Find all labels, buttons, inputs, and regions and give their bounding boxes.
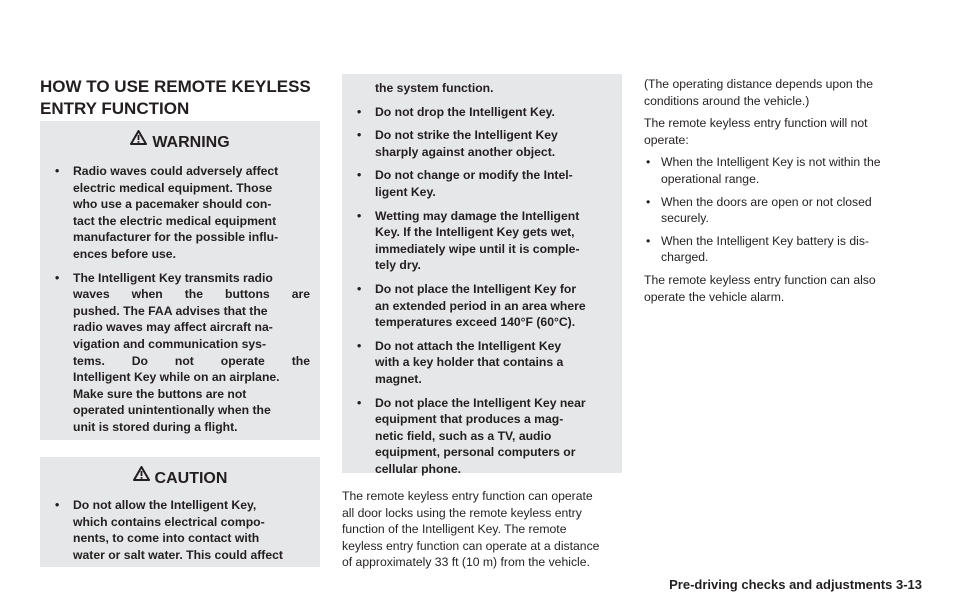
caution-item	[342, 395, 622, 478]
caution-item	[342, 281, 622, 331]
text-line: Do not change or modify the Intel-	[375, 168, 573, 183]
bullet: •	[357, 104, 362, 119]
condition-list	[644, 154, 924, 266]
text-line: keyless entry function can operate at a distance	[342, 538, 600, 553]
text-line: tems. Do not operate the	[73, 353, 310, 368]
text-line: of approximately 33 ft (10 m) from the vehicle.	[342, 555, 590, 570]
text-line: cellular phone.	[375, 461, 462, 476]
text-line: ligent Key.	[375, 184, 436, 199]
bullet: •	[357, 281, 362, 296]
paragraph	[644, 272, 924, 305]
text-line: an extended period in an area where	[375, 298, 586, 313]
text-line: pushed. The FAA advises that the	[73, 303, 268, 318]
text-line: unit is stored during a flight.	[73, 419, 238, 434]
caution-list	[40, 497, 320, 563]
text-line: temperatures exceed 140°F (60°C).	[375, 315, 576, 330]
text-line: Do not attach the Intelligent Key	[375, 338, 562, 353]
text-line: The Intelligent Key transmits radio	[73, 270, 273, 285]
bullet: •	[55, 498, 60, 512]
text-line: electric medical equipment. Those	[73, 180, 273, 195]
text-line: manufacturer for the possible influ-	[73, 230, 279, 245]
warning-label: WARNING	[152, 134, 230, 151]
text-line: securely.	[661, 211, 709, 226]
text-line: magnet.	[375, 371, 422, 386]
text-line: immediately wipe until it is comple-	[375, 241, 580, 256]
text-line: sharply against another object.	[375, 144, 556, 159]
text-line: When the Intelligent Key is not within the	[661, 155, 881, 170]
bullet: •	[357, 208, 362, 223]
text-line: with a key holder that contains a	[375, 355, 564, 370]
text-line: operate:	[644, 132, 689, 147]
list-item	[644, 233, 924, 266]
warning-title	[40, 131, 320, 155]
text-line: Do not allow the Intelligent Key,	[73, 498, 257, 512]
text-line: equipment, personal computers or	[375, 445, 576, 460]
warning-item	[40, 270, 320, 436]
text-line: Do not place the Intelligent Key for	[375, 281, 577, 296]
text-line: nents, to come into contact with	[73, 531, 260, 546]
caution-continued-box	[342, 74, 622, 476]
caution-item	[342, 338, 622, 388]
text-line: Do not strike the Intelligent Key	[375, 128, 558, 143]
section-heading	[40, 76, 330, 120]
text-line: which contains electrical compo-	[73, 514, 265, 529]
caution-label: CAUTION	[154, 470, 228, 487]
text-line: function of the Intelligent Key. The remote	[342, 522, 567, 537]
caution-continued-list	[342, 104, 622, 478]
caution-item	[342, 208, 622, 274]
heading-line: HOW TO USE REMOTE KEYLESS	[40, 77, 311, 96]
text-line: ences before use.	[73, 246, 176, 261]
text-line: waves when the buttons are	[73, 287, 310, 302]
warning-triangle-icon	[130, 129, 147, 153]
text-line: radio waves may affect aircraft na-	[73, 320, 273, 335]
paragraph	[644, 76, 924, 109]
text-line: Intelligent Key while on an airplane.	[73, 370, 280, 385]
column-three	[644, 76, 924, 311]
list-item	[644, 154, 924, 187]
text-line: water or salt water. This could affect	[73, 547, 283, 562]
warning-box	[40, 121, 320, 440]
text-line: netic field, such as a TV, audio	[375, 428, 552, 443]
text-line: The remote keyless entry function will not	[644, 116, 868, 131]
text-line: vigation and communication sys-	[73, 336, 267, 351]
bullet: •	[55, 164, 60, 178]
text-line: Do not place the Intelligent Key near	[375, 395, 586, 410]
text-line: When the Intelligent Key battery is dis-	[661, 233, 869, 248]
text-line: who use a pacemaker should con-	[73, 197, 272, 212]
text-line: operate the vehicle alarm.	[644, 289, 785, 304]
text-line: tact the electric medical equipment	[73, 213, 277, 228]
warning-triangle-icon	[133, 465, 150, 489]
bullet: •	[357, 168, 362, 183]
text-line: operational range.	[661, 171, 760, 186]
paragraph	[644, 115, 924, 148]
caution-continued-line: the system function.	[375, 81, 494, 95]
caution-box	[40, 457, 320, 567]
caution-item	[342, 104, 622, 121]
caution-title	[40, 467, 320, 491]
text-line: conditions around the vehicle.)	[644, 93, 810, 108]
warning-item	[40, 163, 320, 263]
warning-list	[40, 163, 320, 436]
text-line: Key. If the Intelligent Key gets wet,	[375, 225, 575, 240]
bullet: •	[357, 338, 362, 353]
text-line: charged.	[661, 250, 709, 265]
caution-item	[40, 497, 320, 563]
bullet: •	[357, 395, 362, 410]
body-paragraph	[342, 488, 622, 571]
text-line: equipment that produces a mag-	[375, 412, 564, 427]
caution-item	[342, 127, 622, 160]
heading-line: ENTRY FUNCTION	[40, 99, 190, 118]
text-line: operated unintentionally when the	[73, 403, 271, 418]
text-line: Radio waves could adversely affect	[73, 164, 279, 178]
text-line: (The operating distance depends upon the	[644, 77, 874, 91]
list-item	[644, 194, 924, 227]
text-line: Wetting may damage the Intelligent	[375, 208, 580, 223]
page-footer: Pre-driving checks and adjustments 3-13	[669, 577, 922, 592]
text-line: The remote keyless entry function can operate	[342, 489, 593, 503]
bullet: •	[646, 233, 651, 248]
bullet: •	[55, 270, 60, 285]
text-line: Do not drop the Intelligent Key.	[375, 104, 555, 119]
text-line: tely dry.	[375, 258, 421, 273]
caution-item	[342, 167, 622, 200]
bullet: •	[646, 155, 651, 170]
text-line: all door locks using the remote keyless entry	[342, 505, 582, 520]
text-line: Make sure the buttons are not	[73, 386, 247, 401]
text-line: The remote keyless entry function can also	[644, 272, 876, 287]
text-line: When the doors are open or not closed	[661, 194, 872, 209]
bullet: •	[646, 194, 651, 209]
bullet: •	[357, 128, 362, 143]
